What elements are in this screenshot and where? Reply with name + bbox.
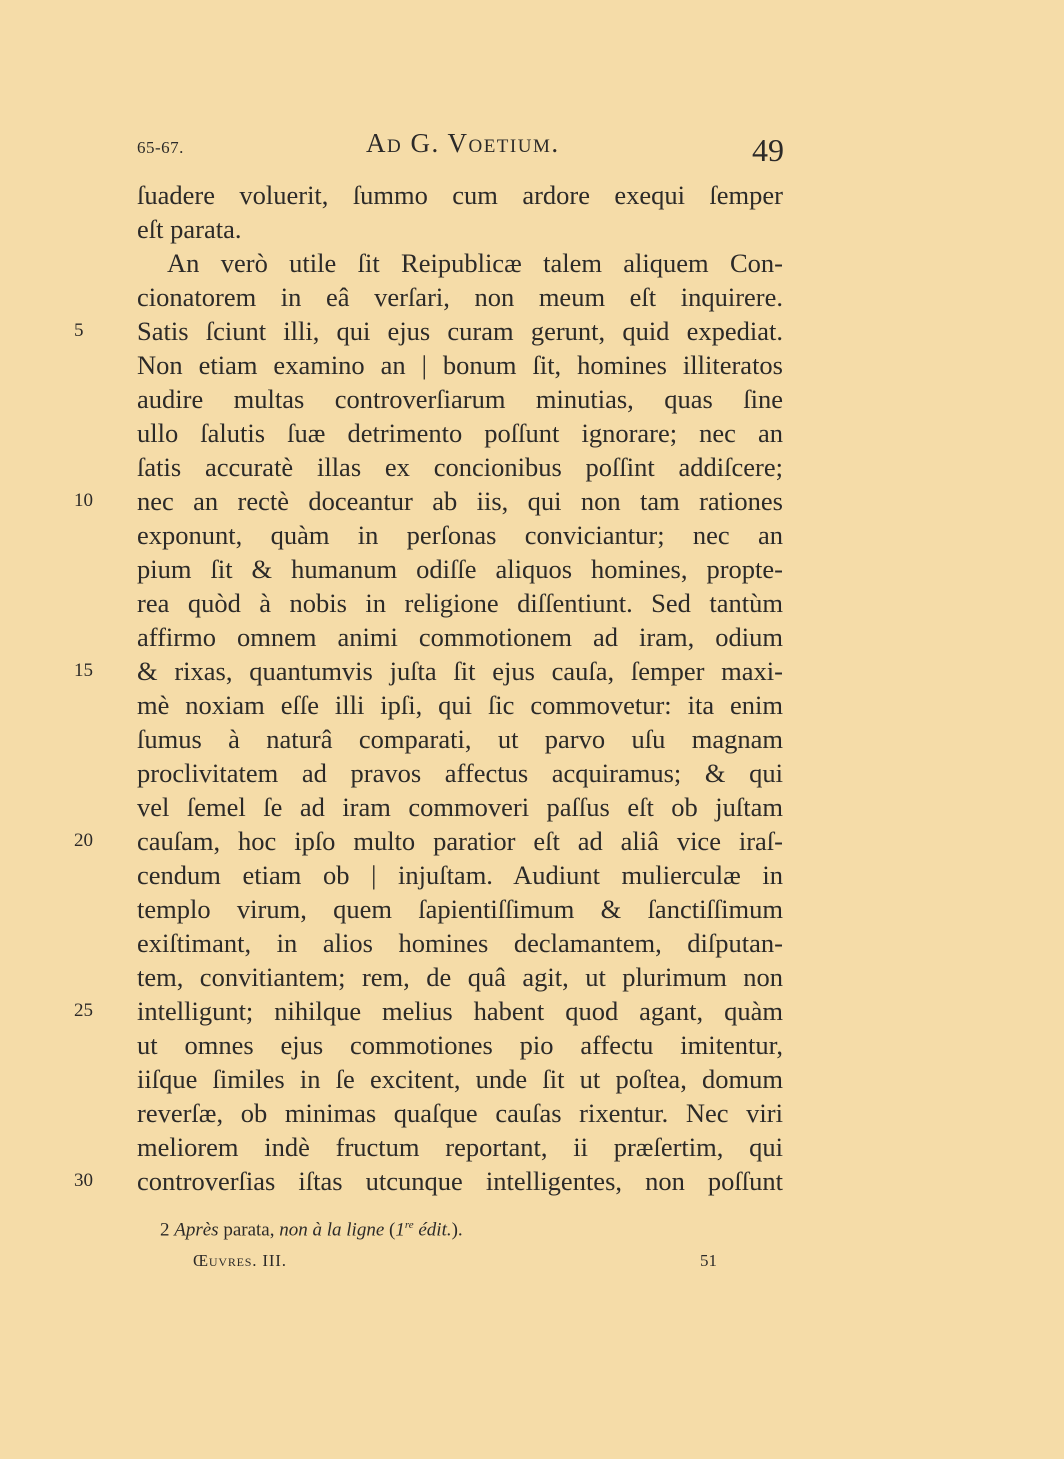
line-text: meliorem indè fructum reportant, ii præſertim, qui (137, 1132, 783, 1162)
text-line (74, 654, 783, 688)
line-text: pium ſit & humanum odiſſe aliquos homines, propte- (137, 554, 783, 584)
line-text: cauſam, hoc ipſo multo paratior eſt ad aliâ vice iraſ- (137, 826, 783, 856)
line-text: intelligunt; nihilque melius habent quod agant, quàm (137, 996, 783, 1026)
text-line (74, 314, 783, 348)
text-line (137, 450, 783, 484)
line-text: ut omnes ejus commotiones pio affectu imitentur, (137, 1030, 783, 1060)
text-line (137, 416, 783, 450)
line-text: reverſæ, ob minimas quaſque cauſas rixentur. Nec viri (137, 1098, 783, 1128)
line-number: 10 (74, 490, 93, 511)
line-text: audire multas controverſiarum minutias, quas ſine (137, 384, 783, 414)
line-text: templo virum, quem ſapientiſſimum & ſanctiſſimum (137, 894, 783, 924)
footer-signature: 51 (700, 1251, 717, 1270)
footnote (160, 1219, 463, 1241)
line-text: cendum etiam ob | injuſtam. Audiunt mulierculæ in (137, 860, 783, 890)
text-line (74, 824, 783, 858)
text-line (137, 246, 783, 280)
line-text: An verò utile ſit Reipublicæ talem aliquem Con- (167, 248, 783, 278)
line-number: 20 (74, 830, 93, 851)
footnote-note: non à la ligne (279, 1219, 385, 1241)
text-line (137, 926, 783, 960)
text-line (137, 960, 783, 994)
footnote-label: Après (174, 1219, 219, 1241)
line-text: controverſias iſtas utcunque intelligentes, non poſſunt (137, 1166, 783, 1196)
text-line (137, 1028, 783, 1062)
text-line (137, 280, 783, 314)
page-number: 49 (752, 132, 784, 168)
line-text: ullo ſalutis ſuæ detrimento poſſunt ignorare; nec an (137, 418, 783, 448)
text-line (74, 1164, 783, 1198)
footnote-number: 2 (160, 1219, 170, 1241)
text-line (137, 178, 783, 212)
line-text: exponunt, quàm in perſonas conviciantur; nec an (137, 520, 783, 550)
footnote-edition-word: édit. (418, 1219, 452, 1241)
line-text: nec an rectè doceantur ab iis, qui non tam rationes (137, 486, 783, 516)
text-line (137, 1062, 783, 1096)
footnote-open-paren: ( (389, 1219, 396, 1241)
text-line (137, 212, 783, 246)
running-title: Ad G. Voetium. (366, 128, 560, 158)
footnote-edition-sup: re (404, 1219, 414, 1231)
text-line (74, 994, 783, 1028)
line-number: 30 (74, 1170, 93, 1191)
line-number: 15 (74, 660, 93, 681)
line-text: ſatis accuratè illas ex concionibus poſſint addiſcere; (137, 452, 783, 482)
line-text: mè noxiam eſſe illi ipſi, qui ſic commovetur: ita enim (137, 690, 783, 720)
line-text: & rixas, quantumvis juſta ſit ejus cauſa, ſemper maxi- (137, 656, 783, 686)
line-text: ſuadere voluerit, ſummo cum ardore exequi ſemper (137, 180, 783, 210)
text-line (137, 858, 783, 892)
footnote-word: parata, (223, 1219, 275, 1241)
text-line (137, 620, 783, 654)
line-text: rea quòd à nobis in religione diſſentiunt. Sed tantùm (137, 588, 783, 618)
text-line (137, 552, 783, 586)
text-line (137, 1096, 783, 1130)
line-text: ſumus à naturâ comparati, ut parvo uſu magnam (137, 724, 783, 754)
text-line (137, 1130, 783, 1164)
footnote-edition-number: 1 (395, 1219, 405, 1241)
line-text: proclivitatem ad pravos affectus acquiramus; & qui (137, 758, 783, 788)
line-number: 5 (74, 320, 84, 341)
text-line (137, 892, 783, 926)
footnote-close: ). (451, 1219, 463, 1241)
line-text: iiſque ſimiles in ſe excitent, unde ſit ut poſtea, domum (137, 1064, 783, 1094)
text-line (137, 722, 783, 756)
text-line (137, 348, 783, 382)
line-text: affirmo omnem animi commotionem ad iram, odium (137, 622, 783, 652)
text-line (137, 756, 783, 790)
text-line (137, 790, 783, 824)
text-line (137, 586, 783, 620)
line-text: exiſtimant, in alios homines declamantem, diſputan- (137, 928, 783, 958)
footer-volume: Œuvres. III. (193, 1251, 287, 1270)
text-line (74, 484, 783, 518)
text-line (137, 382, 783, 416)
header-section-range: 65-67. (137, 138, 184, 157)
line-text: Non etiam examino an | bonum ſit, homines illiteratos (137, 350, 783, 380)
body-text (74, 178, 783, 1198)
line-text: vel ſemel ſe ad iram commoveri paſſus eſt ob juſtam (137, 792, 783, 822)
line-text: cionatorem in eâ verſari, non meum eſt inquirere. (137, 282, 783, 312)
text-line (137, 518, 783, 552)
line-number: 25 (74, 1000, 93, 1021)
text-line (137, 688, 783, 722)
line-text: eſt parata. (137, 214, 242, 244)
line-text: tem, convitiantem; rem, de quâ agit, ut plurimum non (137, 962, 783, 992)
line-text: Satis ſciunt illi, qui ejus curam gerunt, quid expediat. (137, 316, 783, 346)
